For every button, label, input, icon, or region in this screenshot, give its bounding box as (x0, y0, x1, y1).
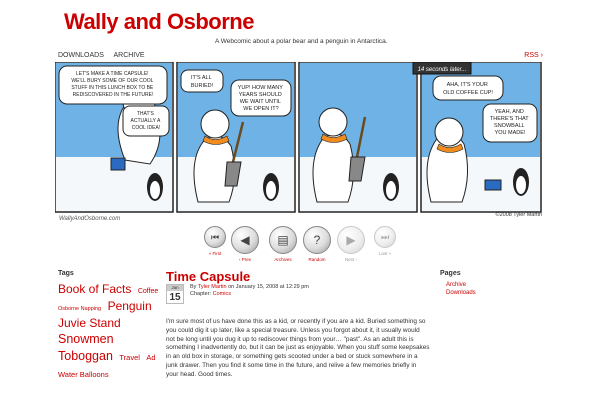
main-nav (58, 52, 153, 59)
rss-label: RSS (524, 52, 539, 59)
post-body: I'm sure most of us have done this as a kid, or recently if you are a kid. Buried something so you could dig it up later, like a special treasure. Unless you forgot about it, it usually would not be long until you dug it up to rediscover things from your… "past". As an adult this is something I inadvertently do, but it can be just as enjoyable. When you stuff some keepsakes in an old box in storage, or something gets scooted under a bed or stuck somewhere in a junk drawer. Then you find it some time in the future, and relive a few memories briefly in your head. Good times. (166, 318, 430, 378)
tag-link[interactable]: Coffee (137, 288, 159, 295)
bubble-1-line-1: LET'S MAKE A TIME CAPSULE! (76, 71, 149, 77)
post-date-badge (166, 284, 184, 304)
archives-button[interactable] (266, 226, 300, 262)
speech-bubble-2 (123, 106, 169, 136)
pages-heading: Pages (440, 270, 461, 277)
bubble-6-line-4: YOU MADE! (494, 130, 526, 136)
comic-panel-3 (299, 62, 417, 212)
chapter-prefix: Chapter: (190, 291, 212, 298)
speech-bubble-1 (59, 66, 167, 104)
tags-heading: Tags (58, 270, 74, 277)
post-month: Jan (167, 285, 183, 291)
archives-icon: ▤ (269, 226, 297, 254)
first-icon: ⏮ (204, 226, 226, 248)
archives-label: Archives (274, 257, 292, 262)
nav-downloads[interactable]: DOWNLOADS (58, 52, 104, 59)
svg-text:YUP! HOW MANY YEARS SHOU (238, 85, 285, 112)
speech-bubble-4 (231, 80, 291, 116)
bubble-2-line-3: COOL IDEA! (131, 125, 161, 131)
tag-link[interactable]: Ad Water Balloons (58, 353, 156, 379)
post-author-link[interactable]: Tyler Martin (197, 284, 227, 290)
bubble-3-line-2: BURIED! (190, 83, 214, 89)
bubble-3-line-1: IT'S ALL (191, 75, 212, 81)
speech-bubble-3 (181, 70, 223, 92)
prev-icon: ◀ (231, 226, 259, 254)
rss-arrow: › (540, 52, 543, 59)
bubble-1-line-3: STUFF IN THIS LUNCH BOX TO BE (71, 85, 154, 91)
random-button[interactable] (300, 226, 334, 262)
post-date: on January 15, 2008 at 12:29 pm (228, 284, 309, 290)
site-description: A Webcomic about a polar bear and a penguin in Antarctica. (215, 38, 388, 45)
tag-link[interactable]: Juvie Stand (58, 315, 121, 330)
tag-link[interactable]: Penguin (107, 298, 152, 313)
next-button (334, 226, 368, 262)
caption-text: 14 seconds later... (417, 67, 467, 73)
prev-button[interactable] (228, 226, 262, 262)
rss-link[interactable] (524, 52, 543, 59)
bubble-2-line-2: ACTUALLY A (130, 118, 161, 124)
post-chapter-link[interactable]: Comics (212, 291, 231, 298)
last-button (368, 226, 402, 256)
first-button[interactable] (198, 226, 232, 256)
tag-cloud (58, 281, 163, 382)
speech-bubble-6 (483, 104, 537, 142)
last-icon: ⏭ (374, 226, 396, 248)
tag-link[interactable]: Book of Facts (58, 282, 132, 296)
last-label: Last » (378, 251, 392, 256)
bubble-4-line-3: WE WAIT UNTIL (239, 99, 281, 105)
bubble-6-line-1: YEAH, AND (494, 109, 524, 115)
bubble-6-line-2: THERE'S THAT (489, 116, 529, 122)
post-meta (190, 284, 309, 299)
svg-text:LET'S MAKE A TIME CAPSULE! (71, 71, 154, 98)
speech-bubble-5 (433, 76, 503, 100)
next-icon: ▶ (337, 226, 365, 254)
comic-navigation (200, 226, 400, 270)
tag-link[interactable]: Travel (119, 353, 140, 363)
comic-strip (55, 62, 543, 222)
pages-list (446, 281, 476, 297)
next-label: Next › (344, 257, 357, 262)
random-label: Random (308, 257, 326, 262)
bubble-4-line-1: YUP! HOW MANY (237, 85, 283, 91)
prev-label: ‹ Prev (238, 257, 251, 262)
by-prefix: By (190, 284, 197, 290)
bubble-1-line-2: WE'LL BURY SOME OF OUR COOL (71, 78, 154, 84)
bubble-4-line-4: WE OPEN IT? (243, 106, 279, 112)
site-title[interactable]: Wally and Osborne (64, 9, 254, 34)
bubble-1-line-4: REDISCOVERED IN THE FUTURE! (72, 92, 154, 98)
bubble-6-line-3: SNOWBALL (494, 123, 525, 129)
post-title[interactable]: Time Capsule (166, 269, 251, 284)
tag-link[interactable]: Snowmen (58, 332, 114, 347)
bubble-2-line-1: THAT'S (136, 111, 154, 117)
caption-box (413, 62, 471, 74)
post-day: 15 (169, 292, 181, 303)
random-icon: ? (303, 226, 331, 254)
first-label: « First (208, 251, 222, 256)
comic-copyright: ©2008 Tyler Martin (495, 212, 542, 218)
tag-link[interactable]: Osborne Napping (58, 305, 102, 312)
nav-archive[interactable]: ARCHIVE (113, 52, 145, 59)
bubble-5-line-1: AHA, IT'S YOUR (446, 82, 488, 88)
page-link-downloads[interactable]: Downloads (446, 290, 476, 297)
page-link-archive[interactable]: Archive (446, 282, 467, 288)
comic-signature: WallyAndOsborne.com (59, 216, 121, 222)
bubble-4-line-2: YEARS SHOULD (238, 92, 282, 98)
svg-text:YEAH, AND THERE'S THAT (490, 109, 530, 136)
bubble-5-line-2: OLD COFFEE CUP! (443, 90, 493, 96)
tag-link[interactable]: Toboggan (58, 349, 113, 364)
